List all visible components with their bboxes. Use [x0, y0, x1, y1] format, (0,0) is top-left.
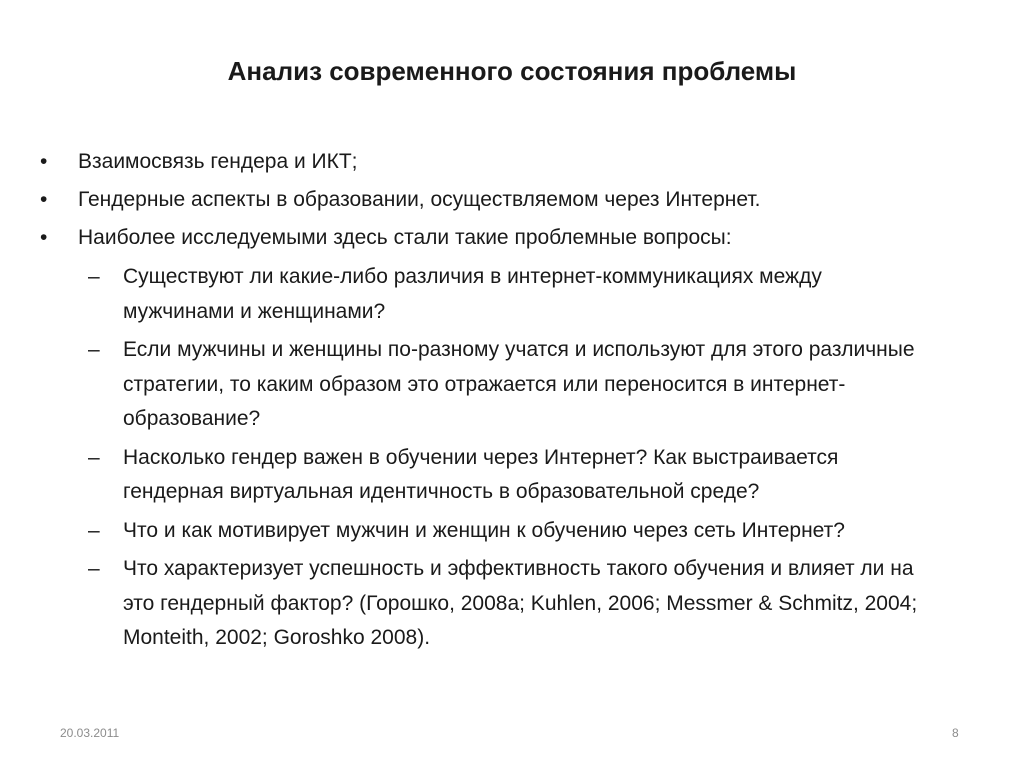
slide-content: [40, 146, 960, 660]
sub-bullet-text: Что характеризует успешность и эффективность такого обучения и влияет ли на это гендерный фактор? (Горошко, 2008а; Kuhlen, 2006; Messmer & Schmitz, 2004; Monteith, 2002; Goroshko 2008).: [123, 557, 918, 649]
dash-marker-icon: –: [88, 557, 100, 580]
sub-bullet-text: Существуют ли какие-либо различия в интернет-коммуникациях между мужчинами и женщинами?: [123, 265, 822, 323]
sub-bullet-text: Что и как мотивирует мужчин и женщин к обучению через сеть Интернет?: [123, 518, 845, 542]
bullet-text: Наиболее исследуемыми здесь стали такие проблемные вопросы:: [78, 226, 732, 249]
bullet-marker-icon: •: [40, 188, 48, 211]
sub-bullet-text: Если мужчины и женщины по-разному учатся и используют для этого различные стратегии, то каким образом это отражается или переносится в интернет-образование?: [123, 338, 915, 430]
dash-marker-icon: –: [88, 338, 100, 361]
bullet-item: [40, 146, 960, 178]
bullet-marker-icon: •: [40, 226, 48, 249]
bullet-marker-icon: •: [40, 150, 48, 173]
bullet-item: [40, 184, 960, 216]
slide-number: 8: [952, 726, 959, 740]
sub-bullet-item: [40, 441, 923, 510]
dash-marker-icon: –: [88, 265, 100, 288]
bullet-text: Взаимосвязь гендера и ИКТ;: [78, 150, 358, 173]
bullet-item: [40, 222, 960, 254]
sub-bullet-item: [40, 333, 923, 437]
sub-bullet-item: [40, 514, 923, 549]
footer-date: 20.03.2011: [60, 726, 120, 740]
sub-bullet-text: Насколько гендер важен в обучении через Интернет? Как выстраивается гендерная виртуальная идентичность в образовательной среде?: [123, 445, 839, 503]
dash-marker-icon: –: [88, 518, 100, 542]
bullet-text: Гендерные аспекты в образовании, осуществляемом через Интернет.: [78, 188, 761, 211]
sub-bullet-item: [40, 552, 923, 656]
dash-marker-icon: –: [88, 445, 100, 469]
sub-bullet-item: [40, 260, 923, 329]
slide-title: Анализ современного состояния проблемы: [227, 56, 797, 86]
